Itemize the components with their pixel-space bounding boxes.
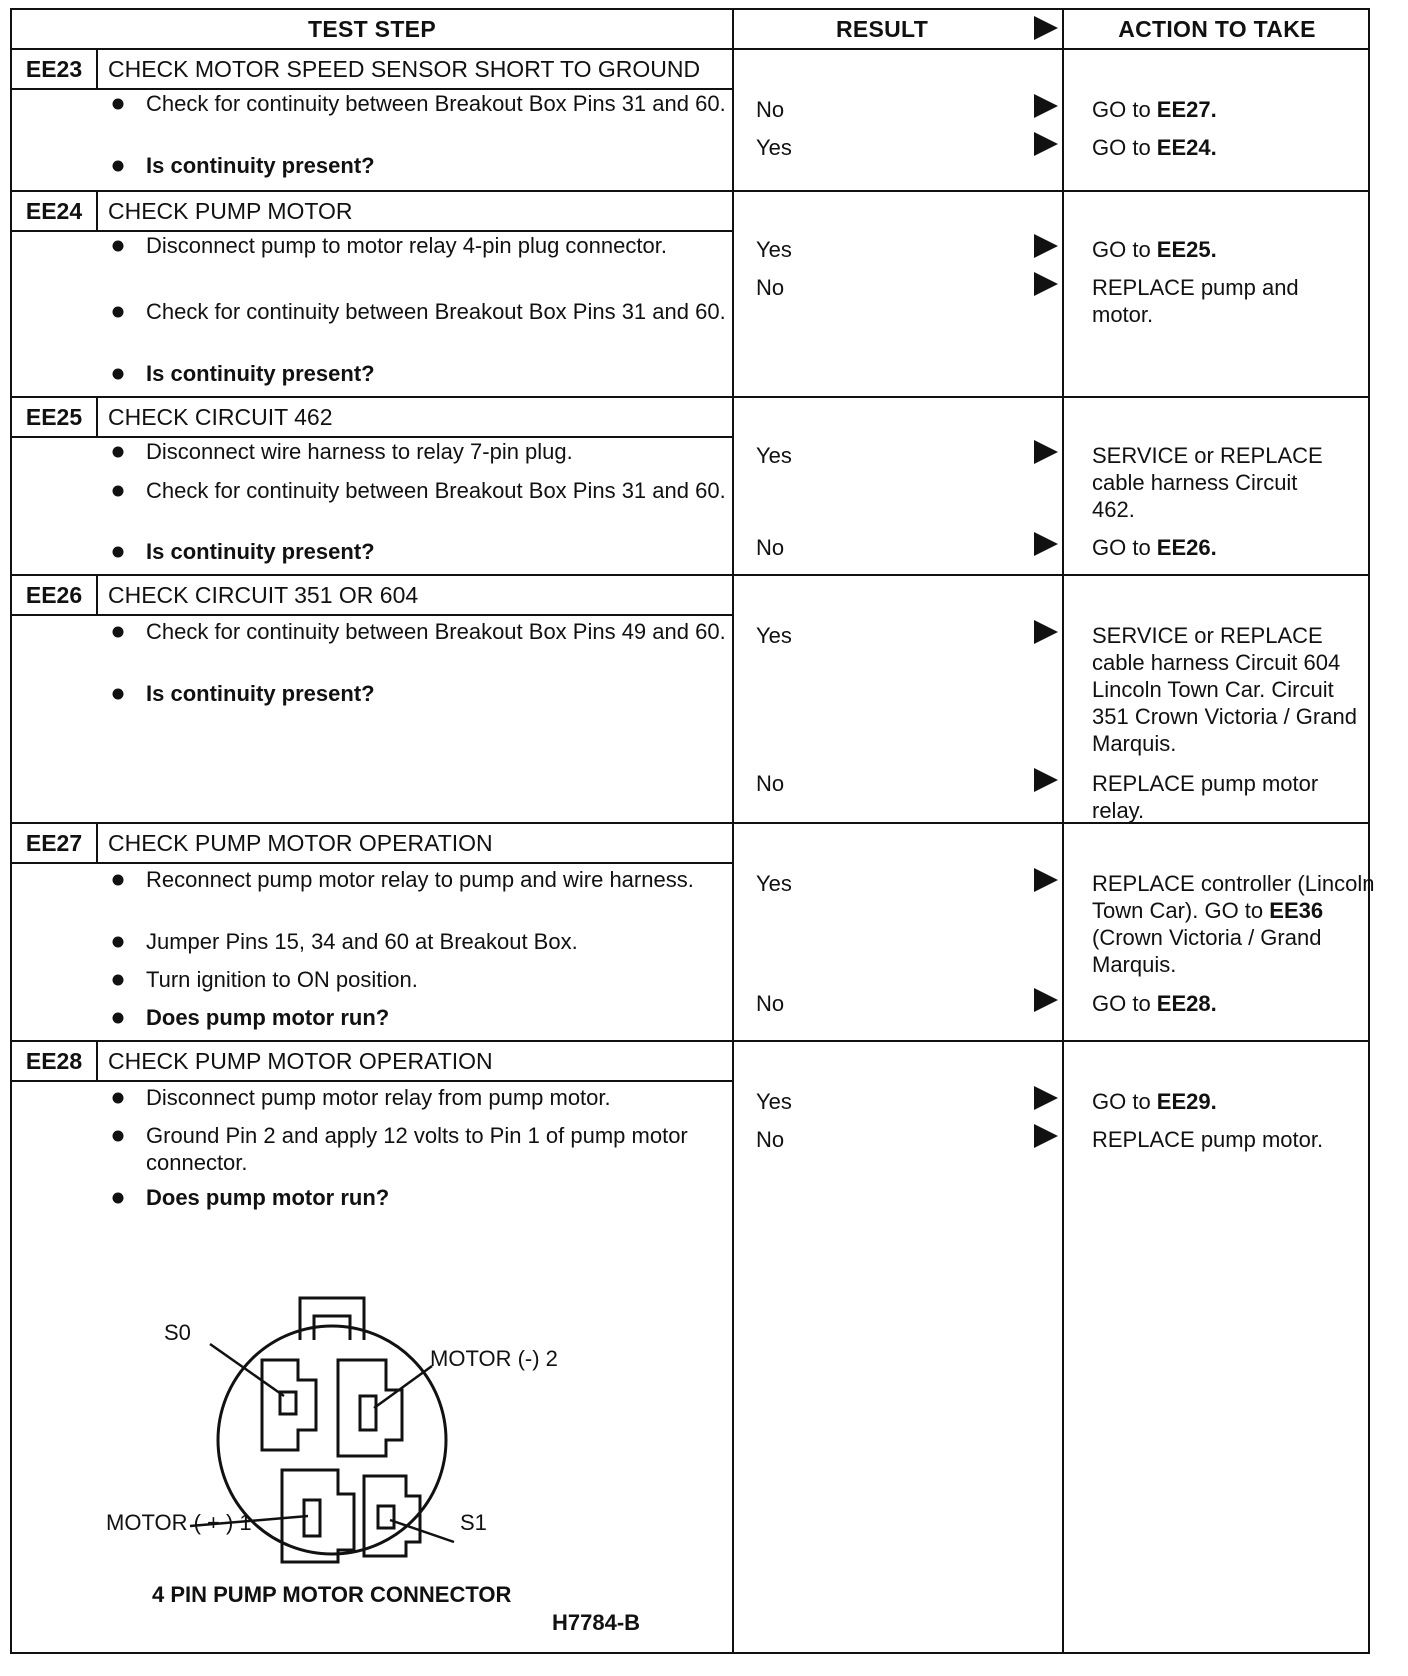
result-value: Yes bbox=[756, 623, 792, 648]
result-value: No bbox=[756, 771, 785, 796]
title-rule bbox=[12, 862, 732, 864]
step-instruction: Reconnect pump motor relay to pump and wire harness. bbox=[146, 867, 694, 892]
step-title: CHECK PUMP MOTOR OPERATION bbox=[108, 830, 493, 856]
step-title: CHECK MOTOR SPEED SENSOR SHORT TO GROUND bbox=[108, 56, 701, 82]
step-id: EE25 bbox=[25, 404, 83, 430]
action-text: GO to EE25. bbox=[1092, 237, 1217, 262]
result-value: No bbox=[756, 275, 785, 300]
col-divider-action bbox=[1062, 10, 1064, 1652]
arrow-icon bbox=[1034, 1086, 1058, 1110]
bullet-icon bbox=[113, 975, 124, 986]
step-id: EE28 bbox=[25, 1048, 83, 1074]
result-value: No bbox=[756, 97, 785, 122]
arrow-icon bbox=[1034, 16, 1058, 40]
header-action: ACTION TO TAKE bbox=[1118, 16, 1316, 42]
bullet-icon bbox=[113, 627, 124, 638]
label-motor-pos: MOTOR ( + ) 1 bbox=[106, 1510, 252, 1535]
step-question: Is continuity present? bbox=[146, 681, 375, 706]
cavity-s1 bbox=[364, 1476, 420, 1556]
step-question: Is continuity present? bbox=[146, 539, 375, 564]
step-title: CHECK CIRCUIT 462 bbox=[108, 404, 333, 430]
step-question: Is continuity present? bbox=[146, 361, 375, 386]
step-instruction: Check for continuity between Breakout Box Pins 31 and 60. bbox=[146, 91, 726, 116]
bullet-icon bbox=[113, 307, 124, 318]
id-divider bbox=[96, 192, 98, 230]
result-value: Yes bbox=[756, 237, 792, 262]
arrow-icon bbox=[1034, 620, 1058, 644]
step-instruction: Disconnect wire harness to relay 7-pin plug. bbox=[146, 439, 573, 464]
step-instruction: Jumper Pins 15, 34 and 60 at Breakout Box. bbox=[146, 929, 578, 954]
bullet-icon bbox=[113, 241, 124, 252]
bullet-icon bbox=[113, 875, 124, 886]
step-id: EE24 bbox=[25, 198, 83, 224]
label-s0: S0 bbox=[164, 1320, 191, 1345]
result-value: No bbox=[756, 991, 785, 1016]
bullet-icon bbox=[113, 486, 124, 497]
connector-latch bbox=[300, 1298, 364, 1340]
terminal-motor-neg bbox=[360, 1396, 376, 1430]
label-motor-neg: MOTOR (-) 2 bbox=[430, 1346, 558, 1371]
cavity-motor-neg bbox=[338, 1360, 402, 1456]
id-divider bbox=[96, 1042, 98, 1080]
id-divider bbox=[96, 398, 98, 436]
step-question: Is continuity present? bbox=[146, 153, 375, 178]
result-value: Yes bbox=[756, 871, 792, 896]
action-text: GO to EE26. bbox=[1092, 535, 1217, 560]
step-title: CHECK CIRCUIT 351 OR 604 bbox=[108, 582, 419, 608]
step-question: Does pump motor run? bbox=[146, 1005, 390, 1030]
arrow-icon bbox=[1034, 988, 1058, 1012]
id-divider bbox=[96, 576, 98, 614]
bullet-icon bbox=[113, 547, 124, 558]
title-rule bbox=[12, 1080, 732, 1082]
step-instruction: Disconnect pump motor relay from pump motor. bbox=[146, 1085, 611, 1110]
result-value: No bbox=[756, 1127, 785, 1152]
arrow-icon bbox=[1034, 868, 1058, 892]
label-s1: S1 bbox=[460, 1510, 487, 1535]
action-text: SERVICE or REPLACE cable harness Circuit 604 Lincoln Town Car. Circuit 351 Crown Victoria / Grand Marquis. bbox=[1092, 623, 1357, 756]
step-instruction: Ground Pin 2 and apply 12 volts to Pin 1 of pump motor connector. bbox=[146, 1123, 688, 1175]
action-text: GO to EE28. bbox=[1092, 991, 1217, 1016]
diagnostic-table bbox=[10, 8, 1375, 1654]
step-instruction: Disconnect pump to motor relay 4-pin plug connector. bbox=[146, 233, 667, 258]
arrow-icon bbox=[1034, 768, 1058, 792]
action-text: GO to EE27. bbox=[1092, 97, 1217, 122]
header-result: RESULT bbox=[835, 16, 929, 42]
arrow-icon bbox=[1034, 272, 1058, 296]
header-test-step: TEST STEP bbox=[308, 16, 436, 42]
bullet-icon bbox=[113, 161, 124, 172]
id-divider bbox=[96, 824, 98, 862]
arrow-icon bbox=[1034, 440, 1058, 464]
action-text: REPLACE pump and motor. bbox=[1092, 275, 1299, 327]
action-text: REPLACE pump motor. bbox=[1092, 1127, 1324, 1152]
bullet-icon bbox=[113, 1193, 124, 1204]
leader-s0 bbox=[210, 1344, 284, 1396]
result-value: Yes bbox=[756, 1089, 792, 1114]
action-text: GO to EE29. bbox=[1092, 1089, 1217, 1114]
terminal-s1 bbox=[378, 1506, 394, 1528]
step-title: CHECK PUMP MOTOR bbox=[108, 198, 353, 224]
action-text: GO to EE24. bbox=[1092, 135, 1217, 160]
step-id: EE27 bbox=[25, 830, 83, 856]
arrow-icon bbox=[1034, 532, 1058, 556]
arrow-icon bbox=[1034, 234, 1058, 258]
arrow-icon bbox=[1034, 94, 1058, 118]
action-text: REPLACE pump motor relay. bbox=[1092, 771, 1319, 823]
bullet-icon bbox=[113, 937, 124, 948]
cavity-s0 bbox=[262, 1360, 316, 1450]
arrow-icon bbox=[1034, 1124, 1058, 1148]
step-instruction: Check for continuity between Breakout Box Pins 31 and 60. bbox=[146, 299, 726, 324]
bullet-icon bbox=[113, 689, 124, 700]
bullet-icon bbox=[113, 447, 124, 458]
step-title: CHECK PUMP MOTOR OPERATION bbox=[108, 1048, 493, 1074]
result-value: Yes bbox=[756, 443, 792, 468]
result-value: Yes bbox=[756, 135, 792, 160]
bullet-icon bbox=[113, 1093, 124, 1104]
step-instruction: Check for continuity between Breakout Box Pins 31 and 60. bbox=[146, 478, 726, 503]
action-text: SERVICE or REPLACE cable harness Circuit 462. bbox=[1092, 443, 1323, 522]
action-text: REPLACE controller (Lincoln Town Car). GO to EE36 (Crown Victoria / Grand Marquis. bbox=[1092, 871, 1375, 977]
bullet-icon bbox=[113, 99, 124, 110]
id-divider bbox=[96, 50, 98, 88]
bullet-icon bbox=[113, 1013, 124, 1024]
figure-id: H7784-B bbox=[552, 1610, 641, 1635]
result-value: No bbox=[756, 535, 785, 560]
arrow-icon bbox=[1034, 132, 1058, 156]
step-id: EE26 bbox=[25, 582, 83, 608]
bullet-icon bbox=[113, 1131, 124, 1142]
step-instruction: Turn ignition to ON position. bbox=[146, 967, 418, 992]
step-question: Does pump motor run? bbox=[146, 1185, 390, 1210]
col-divider-result bbox=[732, 10, 734, 1652]
title-rule bbox=[12, 614, 732, 616]
step-instruction: Check for continuity between Breakout Box Pins 49 and 60. bbox=[146, 619, 726, 644]
bullet-icon bbox=[113, 369, 124, 380]
step-id: EE23 bbox=[25, 56, 83, 82]
diagram-caption: 4 PIN PUMP MOTOR CONNECTOR bbox=[152, 1582, 512, 1607]
terminal-motor-pos bbox=[304, 1500, 320, 1536]
